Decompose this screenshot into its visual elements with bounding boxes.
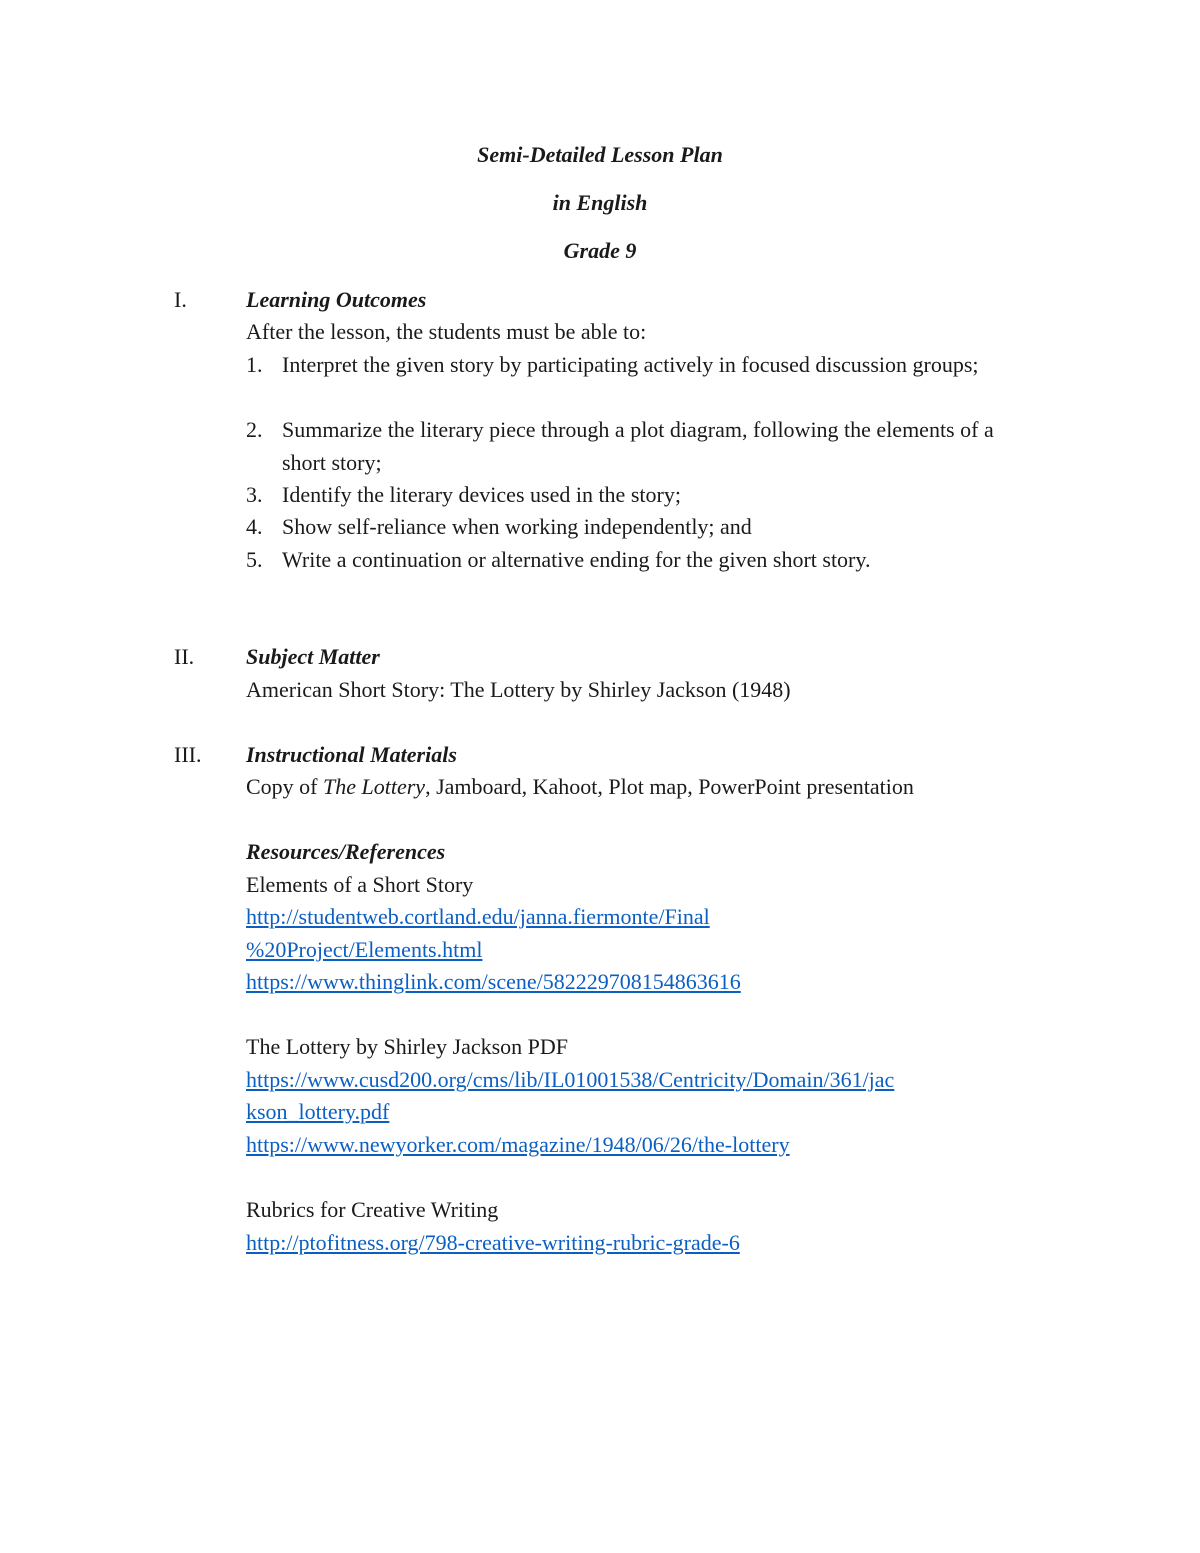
resource-link[interactable]: kson_lottery.pdf bbox=[246, 1099, 390, 1124]
section-1-intro: After the lesson, the students must be able to: bbox=[246, 319, 647, 344]
materials-title: The Lottery bbox=[323, 774, 426, 799]
list-item-number: 1. bbox=[246, 352, 263, 377]
materials-suffix: , Jamboard, Kahoot, Plot map, PowerPoint presentation bbox=[425, 774, 914, 799]
section-1-heading: Learning Outcomes bbox=[246, 287, 427, 312]
document-grade: Grade 9 bbox=[563, 238, 637, 263]
resource-group-label: The Lottery by Shirley Jackson PDF bbox=[246, 1034, 569, 1059]
resource-group-label: Rubrics for Creative Writing bbox=[246, 1197, 499, 1222]
materials-text bbox=[246, 773, 914, 801]
section-1-numeral: I. bbox=[174, 287, 187, 312]
subject-matter-text: American Short Story: The Lottery by Shirley Jackson (1948) bbox=[246, 677, 791, 702]
resource-group-label: Elements of a Short Story bbox=[246, 872, 474, 897]
list-item-number: 2. bbox=[246, 417, 263, 442]
section-3-numeral: III. bbox=[174, 742, 202, 767]
list-item-number: 4. bbox=[246, 514, 263, 539]
document-subject: in English bbox=[552, 190, 648, 215]
resource-link[interactable]: http://studentweb.cortland.edu/janna.fiermonte/Final bbox=[246, 904, 710, 929]
list-item: Identify the literary devices used in the story; bbox=[282, 482, 681, 507]
materials-prefix: Copy of bbox=[246, 774, 323, 799]
document-title: Semi-Detailed Lesson Plan bbox=[477, 142, 723, 167]
resource-link[interactable]: %20Project/Elements.html bbox=[246, 937, 483, 962]
list-item-number: 3. bbox=[246, 482, 263, 507]
section-2-numeral: II. bbox=[174, 644, 195, 669]
list-item-number: 5. bbox=[246, 547, 263, 572]
list-item: Write a continuation or alternative ending for the given short story. bbox=[282, 547, 871, 572]
resource-link[interactable]: https://www.cusd200.org/cms/lib/IL01001538/Centricity/Domain/361/jac bbox=[246, 1067, 895, 1092]
resources-heading: Resources/References bbox=[246, 839, 446, 864]
resource-link[interactable]: https://www.newyorker.com/magazine/1948/06/26/the-lottery bbox=[246, 1132, 790, 1157]
list-item: Interpret the given story by participating actively in focused discussion groups; bbox=[282, 352, 979, 377]
resource-link[interactable]: https://www.thinglink.com/scene/582229708154863616 bbox=[246, 969, 741, 994]
section-2-heading: Subject Matter bbox=[246, 644, 380, 669]
list-item: Show self-reliance when working independently; and bbox=[282, 514, 752, 539]
list-item: Summarize the literary piece through a plot diagram, following the elements of a short story; bbox=[282, 417, 994, 475]
section-3-heading: Instructional Materials bbox=[246, 742, 457, 767]
resource-link[interactable]: http://ptofitness.org/798-creative-writing-rubric-grade-6 bbox=[246, 1230, 740, 1255]
